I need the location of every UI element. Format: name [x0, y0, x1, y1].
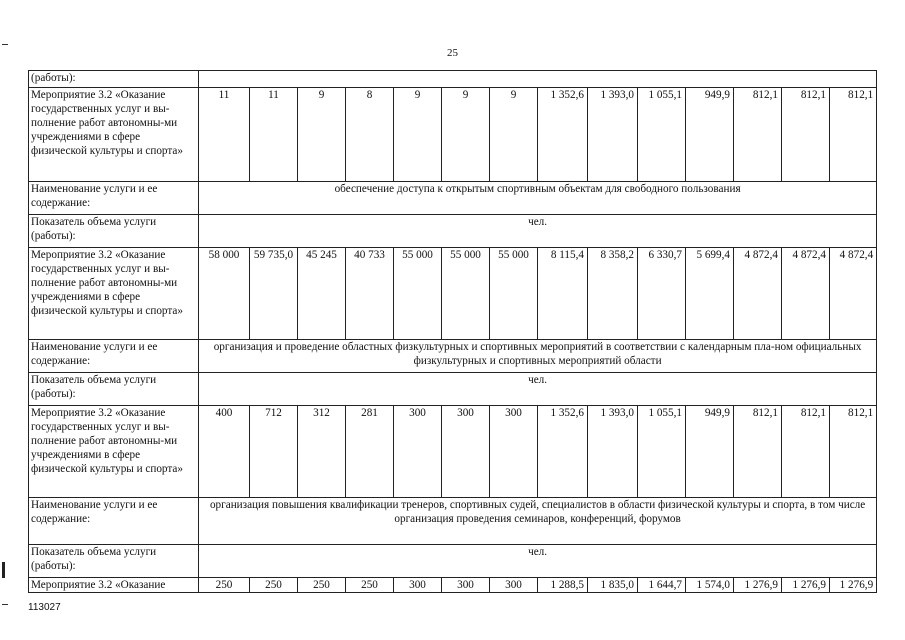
value-cell: 712 [250, 406, 298, 498]
value-cell: 812,1 [830, 406, 877, 498]
value-cell: 9 [490, 88, 538, 182]
value-cell: 4 872,4 [782, 248, 830, 340]
value-cell: 281 [346, 406, 394, 498]
row-label: Наименование услуги и ее содержание: [29, 182, 199, 215]
value-cell: 400 [199, 406, 250, 498]
value-cell: 812,1 [782, 88, 830, 182]
value-cell: 55 000 [490, 248, 538, 340]
value-cell: 5 699,4 [686, 248, 734, 340]
value-cell: 250 [199, 578, 250, 593]
value-cell: 1 055,1 [638, 88, 686, 182]
value-cell: 949,9 [686, 88, 734, 182]
row-label: Показатель объема услуги (работы): [29, 373, 199, 406]
value-cell: 300 [394, 406, 442, 498]
value-cell: 45 245 [298, 248, 346, 340]
empty-merged-cell [199, 71, 877, 88]
margin-tick-mark [2, 604, 8, 605]
value-cell: 1 393,0 [588, 88, 638, 182]
value-cell: 250 [250, 578, 298, 593]
value-cell: 8 358,2 [588, 248, 638, 340]
value-cell: 40 733 [346, 248, 394, 340]
row-label: Показатель объема услуги (работы): [29, 545, 199, 578]
value-cell: 1 835,0 [588, 578, 638, 593]
value-cell: 300 [442, 578, 490, 593]
value-cell: 812,1 [734, 406, 782, 498]
merged-description-cell: чел. [199, 215, 877, 248]
value-cell: 312 [298, 406, 346, 498]
table-row [29, 215, 877, 248]
value-cell: 1 288,5 [538, 578, 588, 593]
value-cell: 9 [298, 88, 346, 182]
table-row [29, 340, 877, 373]
row-label: Мероприятие 3.2 «Оказание государственных услуг и вы-полнение работ автономны-ми учреждениями в сфере физической культуры и спорта» [29, 248, 199, 340]
value-cell: 949,9 [686, 406, 734, 498]
value-cell: 58 000 [199, 248, 250, 340]
merged-description-cell: организация и проведение областных физкультурных и спортивных мероприятий в соответствии с календарным пла-ном официальных физкультурных и спортивных мероприятий области [199, 340, 877, 373]
value-cell: 1 352,6 [538, 406, 588, 498]
value-cell: 300 [442, 406, 490, 498]
footer-document-code: 113027 [28, 602, 61, 613]
merged-description-cell: чел. [199, 545, 877, 578]
table-row [29, 498, 877, 545]
value-cell: 1 644,7 [638, 578, 686, 593]
table-row [29, 71, 877, 88]
value-cell: 8 115,4 [538, 248, 588, 340]
value-cell: 1 276,9 [782, 578, 830, 593]
merged-description-cell: организация повышения квалификации тренеров, спортивных судей, специалистов в области физической культуры и спорта, в том числе организация проведения семинаров, конференций, форумов [199, 498, 877, 545]
row-label: Наименование услуги и ее содержание: [29, 498, 199, 545]
value-cell: 4 872,4 [734, 248, 782, 340]
table-row [29, 182, 877, 215]
row-label: Мероприятие 3.2 «Оказание государственных услуг и вы-полнение работ автономны-ми учреждениями в сфере физической культуры и спорта» [29, 88, 199, 182]
row-label: Наименование услуги и ее содержание: [29, 340, 199, 373]
row-label: (работы): [29, 71, 199, 88]
state-program-table [28, 70, 877, 593]
value-cell: 812,1 [830, 88, 877, 182]
table-row-activity [29, 88, 877, 182]
row-label: Мероприятие 3.2 «Оказание [29, 578, 199, 593]
row-label: Показатель объема услуги (работы): [29, 215, 199, 248]
value-cell: 1 055,1 [638, 406, 686, 498]
value-cell: 300 [490, 406, 538, 498]
table-row [29, 545, 877, 578]
value-cell: 1 276,9 [830, 578, 877, 593]
value-cell: 1 393,0 [588, 406, 638, 498]
merged-description-cell: чел. [199, 373, 877, 406]
row-label: Мероприятие 3.2 «Оказание государственных услуг и вы-полнение работ автономны-ми учреждениями в сфере физической культуры и спорта» [29, 406, 199, 498]
table-row-activity [29, 578, 877, 593]
page-number: 25 [447, 47, 458, 59]
value-cell: 812,1 [782, 406, 830, 498]
value-cell: 55 000 [394, 248, 442, 340]
value-cell: 250 [346, 578, 394, 593]
value-cell: 812,1 [734, 88, 782, 182]
value-cell: 11 [199, 88, 250, 182]
value-cell: 1 574,0 [686, 578, 734, 593]
value-cell: 8 [346, 88, 394, 182]
table-row-activity [29, 248, 877, 340]
value-cell: 1 352,6 [538, 88, 588, 182]
margin-scan-mark [2, 562, 5, 578]
value-cell: 250 [298, 578, 346, 593]
value-cell: 9 [394, 88, 442, 182]
table-row [29, 373, 877, 406]
merged-description-cell: обеспечение доступа к открытым спортивным объектам для свободного пользования [199, 182, 877, 215]
value-cell: 1 276,9 [734, 578, 782, 593]
value-cell: 300 [490, 578, 538, 593]
value-cell: 55 000 [442, 248, 490, 340]
value-cell: 59 735,0 [250, 248, 298, 340]
value-cell: 9 [442, 88, 490, 182]
value-cell: 6 330,7 [638, 248, 686, 340]
value-cell: 300 [394, 578, 442, 593]
value-cell: 11 [250, 88, 298, 182]
value-cell: 4 872,4 [830, 248, 877, 340]
table-row-activity [29, 406, 877, 498]
margin-tick-mark [2, 44, 8, 45]
